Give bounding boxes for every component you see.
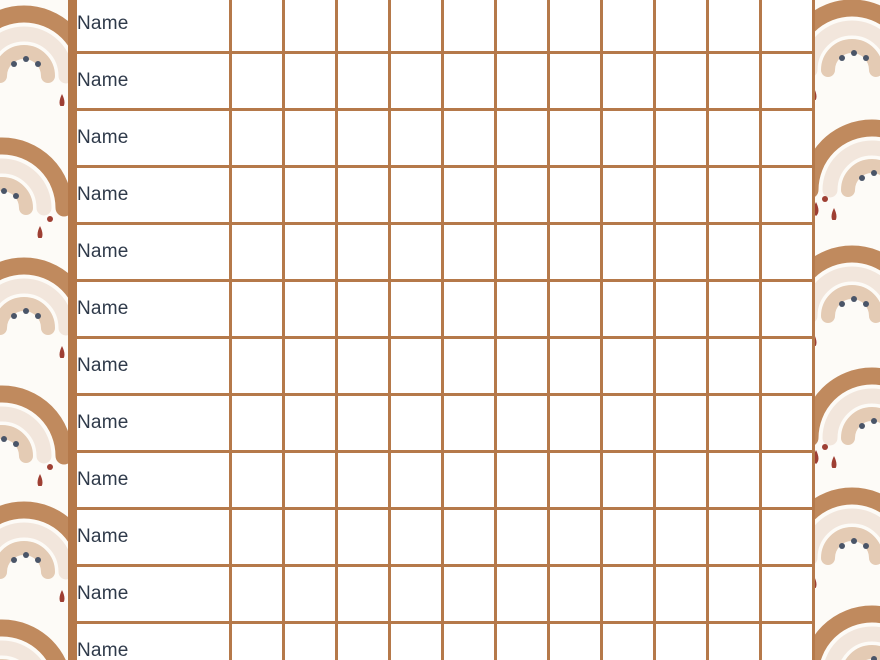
tick-cell[interactable]	[390, 338, 443, 395]
tick-cell[interactable]	[337, 623, 390, 660]
tick-cell[interactable]	[761, 566, 814, 623]
tick-cell[interactable]	[761, 53, 814, 110]
tick-cell[interactable]	[390, 110, 443, 167]
tick-cell[interactable]	[708, 281, 761, 338]
tick-cell[interactable]	[549, 110, 602, 167]
table-row[interactable]	[76, 167, 814, 224]
tick-cell[interactable]	[284, 509, 337, 566]
tick-cell[interactable]	[231, 224, 284, 281]
tick-cell[interactable]	[443, 623, 496, 660]
tick-cell[interactable]	[231, 338, 284, 395]
tick-cell[interactable]	[390, 281, 443, 338]
tick-cell[interactable]	[549, 395, 602, 452]
tick-cell[interactable]	[337, 338, 390, 395]
tick-cell[interactable]	[655, 53, 708, 110]
tick-cell[interactable]	[443, 452, 496, 509]
name-chart-table	[74, 0, 815, 660]
tick-cell[interactable]	[602, 110, 655, 167]
tick-cell[interactable]	[337, 110, 390, 167]
tick-cell[interactable]	[496, 395, 549, 452]
tick-cell[interactable]	[443, 167, 496, 224]
tick-cell[interactable]	[284, 0, 337, 53]
tick-cell[interactable]	[337, 167, 390, 224]
tick-cell[interactable]	[496, 224, 549, 281]
tick-cell[interactable]	[708, 566, 761, 623]
name-label[interactable]: Name	[76, 110, 231, 167]
name-label[interactable]: Name	[76, 338, 231, 395]
table-row[interactable]	[76, 224, 814, 281]
tick-cell[interactable]	[390, 452, 443, 509]
tick-cell[interactable]	[549, 509, 602, 566]
tick-cell[interactable]	[602, 0, 655, 53]
tick-cell[interactable]	[390, 623, 443, 660]
table-body	[76, 0, 814, 660]
tick-cell[interactable]	[708, 0, 761, 53]
tick-cell[interactable]	[231, 167, 284, 224]
table-row[interactable]	[76, 623, 814, 660]
tick-cell[interactable]	[549, 281, 602, 338]
name-label[interactable]: Name	[76, 395, 231, 452]
tick-cell[interactable]	[284, 224, 337, 281]
tick-cell[interactable]	[443, 0, 496, 53]
tick-cell[interactable]	[284, 623, 337, 660]
tick-cell[interactable]	[337, 0, 390, 53]
tick-cell[interactable]	[655, 566, 708, 623]
tick-cell[interactable]	[655, 509, 708, 566]
tick-cell[interactable]	[443, 110, 496, 167]
tick-cell[interactable]	[231, 0, 284, 53]
name-label[interactable]: Name	[76, 0, 231, 53]
tick-cell[interactable]	[337, 53, 390, 110]
tick-cell[interactable]	[496, 0, 549, 53]
tick-cell[interactable]	[655, 0, 708, 53]
tick-cell[interactable]	[443, 53, 496, 110]
tick-cell[interactable]	[761, 110, 814, 167]
tick-cell[interactable]	[496, 110, 549, 167]
name-label[interactable]: Name	[76, 53, 231, 110]
tick-cell[interactable]	[496, 509, 549, 566]
tick-cell[interactable]	[496, 281, 549, 338]
tick-cell[interactable]	[390, 0, 443, 53]
tick-cell[interactable]	[602, 281, 655, 338]
tick-cell[interactable]	[496, 452, 549, 509]
tick-cell[interactable]	[390, 53, 443, 110]
tick-cell[interactable]	[549, 53, 602, 110]
tick-cell[interactable]	[390, 224, 443, 281]
tick-cell[interactable]	[761, 452, 814, 509]
tick-cell[interactable]	[231, 281, 284, 338]
name-label[interactable]: Name	[76, 566, 231, 623]
tick-cell[interactable]	[390, 167, 443, 224]
tick-cell[interactable]	[231, 623, 284, 660]
tick-cell[interactable]	[284, 110, 337, 167]
tick-cell[interactable]	[496, 167, 549, 224]
table-row[interactable]	[76, 452, 814, 509]
tick-cell[interactable]	[761, 338, 814, 395]
tick-cell[interactable]	[549, 167, 602, 224]
tick-cell[interactable]	[284, 566, 337, 623]
tick-cell[interactable]	[708, 338, 761, 395]
tick-cell[interactable]	[337, 509, 390, 566]
tick-cell[interactable]	[549, 566, 602, 623]
tick-cell[interactable]	[496, 53, 549, 110]
name-label[interactable]: Name	[76, 224, 231, 281]
tick-cell[interactable]	[443, 338, 496, 395]
tick-cell[interactable]	[602, 566, 655, 623]
tick-cell[interactable]	[761, 281, 814, 338]
name-label[interactable]: Name	[76, 281, 231, 338]
tick-cell[interactable]	[549, 452, 602, 509]
tick-cell[interactable]	[443, 224, 496, 281]
tick-cell[interactable]	[496, 338, 549, 395]
tick-cell[interactable]	[708, 224, 761, 281]
table-row[interactable]	[76, 53, 814, 110]
tick-cell[interactable]	[602, 452, 655, 509]
tick-cell[interactable]	[496, 566, 549, 623]
tick-cell[interactable]	[337, 224, 390, 281]
tick-cell[interactable]	[284, 452, 337, 509]
tick-cell[interactable]	[549, 338, 602, 395]
tick-cell[interactable]	[231, 53, 284, 110]
tick-cell[interactable]	[284, 395, 337, 452]
tick-cell[interactable]	[655, 281, 708, 338]
tick-cell[interactable]	[602, 509, 655, 566]
tick-cell[interactable]	[390, 395, 443, 452]
name-chart-sheet	[74, 0, 780, 660]
tick-cell[interactable]	[284, 281, 337, 338]
tick-cell[interactable]	[761, 623, 814, 660]
tick-cell[interactable]	[231, 110, 284, 167]
tick-cell[interactable]	[549, 0, 602, 53]
tick-cell[interactable]	[496, 623, 549, 660]
tick-cell[interactable]	[231, 452, 284, 509]
tick-cell[interactable]	[655, 110, 708, 167]
tick-cell[interactable]	[284, 167, 337, 224]
tick-cell[interactable]	[761, 0, 814, 53]
tick-cell[interactable]	[443, 395, 496, 452]
tick-cell[interactable]	[761, 395, 814, 452]
tick-cell[interactable]	[708, 452, 761, 509]
tick-cell[interactable]	[761, 224, 814, 281]
name-label[interactable]: Name	[76, 167, 231, 224]
tick-cell[interactable]	[602, 623, 655, 660]
tick-cell[interactable]	[337, 281, 390, 338]
tick-cell[interactable]	[231, 566, 284, 623]
tick-cell[interactable]	[443, 566, 496, 623]
tick-cell[interactable]	[549, 224, 602, 281]
tick-cell[interactable]	[655, 623, 708, 660]
tick-cell[interactable]	[602, 224, 655, 281]
tick-cell[interactable]	[602, 395, 655, 452]
tick-cell[interactable]	[549, 623, 602, 660]
table-row[interactable]	[76, 0, 814, 53]
table-row[interactable]	[76, 338, 814, 395]
tick-cell[interactable]	[761, 509, 814, 566]
tick-cell[interactable]	[655, 338, 708, 395]
tick-cell[interactable]	[337, 395, 390, 452]
tick-cell[interactable]	[602, 53, 655, 110]
tick-cell[interactable]	[708, 509, 761, 566]
tick-cell[interactable]	[602, 338, 655, 395]
tick-cell[interactable]	[231, 395, 284, 452]
tick-cell[interactable]	[337, 566, 390, 623]
tick-cell[interactable]	[708, 623, 761, 660]
table-row[interactable]	[76, 395, 814, 452]
tick-cell[interactable]	[655, 224, 708, 281]
tick-cell[interactable]	[284, 338, 337, 395]
name-label[interactable]: Name	[76, 623, 231, 660]
tick-cell[interactable]	[761, 167, 814, 224]
table-row[interactable]	[76, 110, 814, 167]
table-row[interactable]	[76, 281, 814, 338]
tick-cell[interactable]	[390, 566, 443, 623]
tick-cell[interactable]	[708, 110, 761, 167]
table-row[interactable]	[76, 566, 814, 623]
name-label[interactable]: Name	[76, 452, 231, 509]
table-row[interactable]	[76, 509, 814, 566]
tick-cell[interactable]	[284, 53, 337, 110]
tick-cell[interactable]	[708, 167, 761, 224]
tick-cell[interactable]	[708, 53, 761, 110]
tick-cell[interactable]	[655, 167, 708, 224]
tick-cell[interactable]	[602, 167, 655, 224]
name-label[interactable]: Name	[76, 509, 231, 566]
tick-cell[interactable]	[231, 509, 284, 566]
tick-cell[interactable]	[443, 509, 496, 566]
tick-cell[interactable]	[443, 281, 496, 338]
tick-cell[interactable]	[708, 395, 761, 452]
tick-cell[interactable]	[337, 452, 390, 509]
tick-cell[interactable]	[655, 395, 708, 452]
tick-cell[interactable]	[655, 452, 708, 509]
tick-cell[interactable]	[390, 509, 443, 566]
